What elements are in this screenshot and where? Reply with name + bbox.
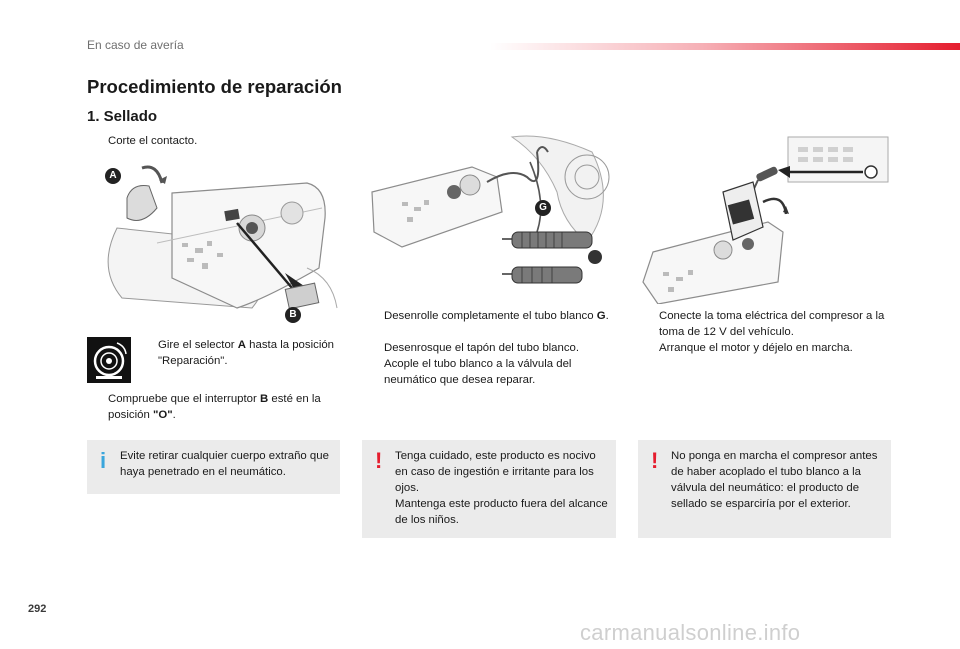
callout-g-badge: G — [535, 200, 551, 216]
callout-a-badge: A — [105, 168, 121, 184]
step-text: Conecte la toma eléctrica del compresor a la toma de 12 V del vehículo. — [659, 310, 885, 338]
step-text: Gire el selector A hasta la posición "Reparación". — [158, 339, 335, 367]
illustration-connect-socket — [638, 132, 891, 304]
step-text: Acople el tubo blanco a la válvula del neumático que desea reparar. — [384, 358, 572, 386]
repair-mode-pictogram-icon — [87, 337, 131, 383]
illustration-unroll-tube — [362, 132, 616, 304]
warning-note-product — [362, 440, 616, 538]
step-connect-socket — [638, 308, 890, 340]
step-unscrew-cap — [363, 340, 613, 356]
step-text: Corte el contacto. — [108, 135, 198, 147]
warning-icon: ! — [375, 448, 383, 473]
step-start-engine — [638, 340, 890, 356]
step-turn-selector — [137, 337, 337, 369]
info-icon: i — [100, 448, 107, 473]
section-subtitle: 1. Sellado — [87, 108, 158, 125]
watermark: carmanualsonline.info — [580, 620, 801, 645]
step-check-switch — [87, 391, 339, 423]
note-text: Tenga cuidado, este producto es nocivo en caso de ingestión e irritante para los ojos. Mantenga este producto fuera del alcance de los niños. — [395, 450, 608, 526]
header-accent-bar — [490, 43, 960, 50]
note-text: No ponga en marcha el compresor antes de haber acoplado el tubo blanco a la válvula del neumático: el producto de sellado se esparciría por el exterior. — [671, 450, 878, 510]
warning-icon: ! — [651, 448, 659, 473]
step-text: Desenrolle completamente el tubo blanco G. — [384, 310, 609, 322]
step-text: Arranque el motor y déjelo en marcha. — [659, 342, 853, 354]
illustration-compressor-selector — [87, 158, 339, 330]
callout-b-badge: B — [285, 307, 301, 323]
info-note — [87, 440, 340, 494]
step-text: Desenrosque el tapón del tubo blanco. — [384, 342, 580, 354]
page-number: 292 — [28, 603, 47, 615]
section-label: En caso de avería — [87, 38, 184, 52]
page-title: Procedimiento de reparación — [87, 76, 342, 97]
step-unroll-tube — [363, 308, 613, 324]
step-ignition-off — [87, 133, 337, 149]
step-text: Compruebe que el interruptor B esté en la posición "O". — [108, 393, 321, 421]
note-text: Evite retirar cualquier cuerpo extraño que haya penetrado en el neumático. — [120, 450, 329, 478]
step-attach-tube — [363, 356, 613, 388]
warning-note-compressor — [638, 440, 891, 538]
